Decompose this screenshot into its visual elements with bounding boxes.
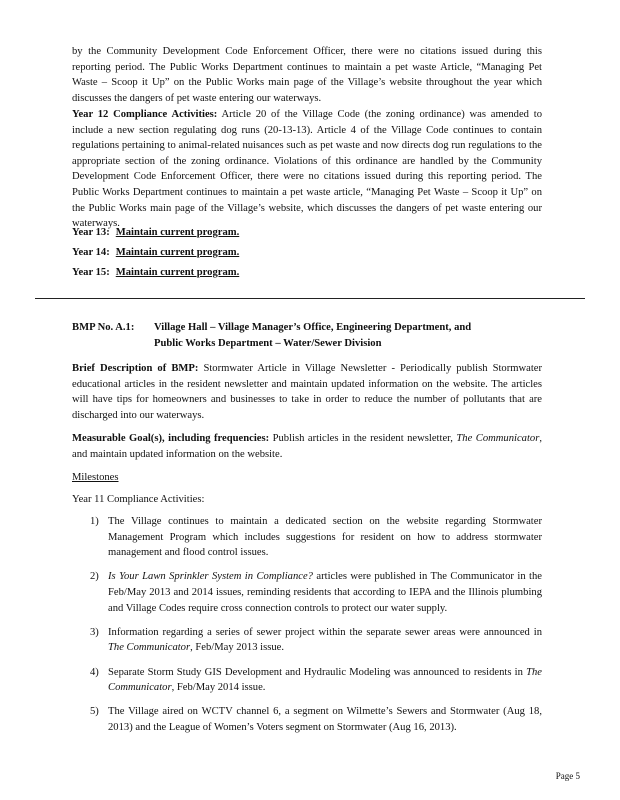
item-italic: The Communicator	[108, 666, 542, 694]
list-item	[90, 514, 542, 561]
year13-line	[72, 225, 239, 241]
paragraph-year12	[72, 107, 542, 232]
year13-label: Year 13:	[72, 227, 110, 238]
year14-label: Year 14:	[72, 247, 110, 258]
item-italic: The Communicator	[108, 642, 191, 654]
item-text: Separate Storm Study GIS Development and Hydraulic Modeling was announced to residents in	[108, 666, 527, 678]
item-text-tail: , Feb/May 2013 issue.	[190, 642, 284, 654]
measurable-goals	[72, 431, 542, 462]
list-item	[90, 665, 542, 696]
goals-text-b: , and maintain updated information on the website.	[72, 433, 542, 460]
milestones-heading: Milestones	[72, 472, 119, 483]
bmp-title-line1: Village Hall – Village Manager’s Office, Engineering Department, and	[154, 322, 472, 333]
brief-label: Brief Description of BMP:	[72, 363, 199, 374]
goals-text-a: Publish articles in the resident newsletter,	[269, 433, 457, 444]
year15-line	[72, 265, 239, 281]
item-number: 5)	[90, 706, 99, 718]
activities-list	[90, 514, 542, 744]
item-text: The Village continues to maintain a dedicated section on the website regarding Stormwater Management Program which includes suggestions for resident on how to address stormwater management and flood control issues.	[108, 516, 542, 559]
year12-text: Article 20 of the Village Code (the zoning ordinance) was amended to include a new section regulating dog runs (20-13-13). Article 4 of the Village Code continues to contain regulations pertaining to animal-related nuisances such as pet waste and now directs dog run regulations to the appropriate section of the zoning ordinance. Violations of this ordinance are handled by the Community Development Code Enforcement Officer, there were no citations issued during this reporting period. The Public Works Department continues to maintain a pet waste article, “Managing Pet Waste – Scoop it Up” on the Public Works main page of the Village’s website, which discusses the dangers of pet waste entering our waterways.	[72, 109, 542, 230]
goals-italic: The Communicator	[456, 433, 540, 444]
year13-value: Maintain current program.	[115, 227, 240, 238]
year14-value: Maintain current program.	[115, 247, 240, 258]
year15-value: Maintain current program.	[115, 267, 240, 278]
year14-line	[72, 245, 239, 261]
item-text: The Village aired on WCTV channel 6, a segment on Wilmette’s Sewers and Stormwater (Aug 18, 2013) and the League of Women’s Voters segment on Stormwater (Aug 16, 2013).	[108, 706, 542, 733]
item-text: Information regarding a series of sewer project within the separate sewer areas were announced in	[108, 626, 542, 638]
item-number: 2)	[90, 571, 99, 583]
item-number: 4)	[90, 666, 99, 678]
bmp-title-line2: Public Works Department – Water/Sewer Division	[154, 337, 382, 349]
item-italic: Is Your Lawn Sprinkler System in Compliance?	[108, 571, 313, 583]
paragraph-text: by the Community Development Code Enforcement Officer, there were no citations issued during this reporting period. The Public Works Department continues to maintain a pet waste Article, “Managing Pet Waste – Scoop it Up” on the Public Works main page of the Village’s website throughout the year which discusses the dangers of pet waste entering our waterways.	[72, 46, 542, 104]
item-number: 1)	[90, 516, 99, 527]
page-number: Page 5	[555, 771, 580, 781]
brief-description	[72, 361, 542, 423]
list-item	[90, 704, 542, 735]
bmp-heading	[72, 320, 542, 351]
year11-heading: Year 11 Compliance Activities:	[72, 494, 205, 505]
goals-label: Measurable Goal(s), including frequencies:	[72, 433, 270, 444]
section-divider	[35, 298, 585, 299]
brief-text: Stormwater Article in Village Newsletter - Periodically publish Stormwater educational articles in the resident newsletter and maintain updated information on the website. The articles will have tips for homeowners and businesses to take in order to reduce the number of pollutants that are discharged into our waterways.	[72, 363, 542, 421]
year15-label: Year 15:	[72, 267, 110, 278]
item-text-tail: , Feb/May 2014 issue.	[171, 682, 266, 694]
list-item	[90, 625, 542, 656]
list-item	[90, 569, 542, 616]
paragraph-pet-waste-continued	[72, 44, 542, 106]
item-text-tail: articles were published in The Communicator in the Feb/May 2013 and 2014 issues, reminding residents that according to IEPA and the Illinois plumbing and Village Codes require cross connection controls to protect our water supply.	[108, 571, 542, 614]
item-number: 3)	[90, 626, 99, 638]
year12-label: Year 12 Compliance Activities:	[72, 109, 218, 120]
bmp-number: BMP No. A.1:	[72, 322, 135, 333]
